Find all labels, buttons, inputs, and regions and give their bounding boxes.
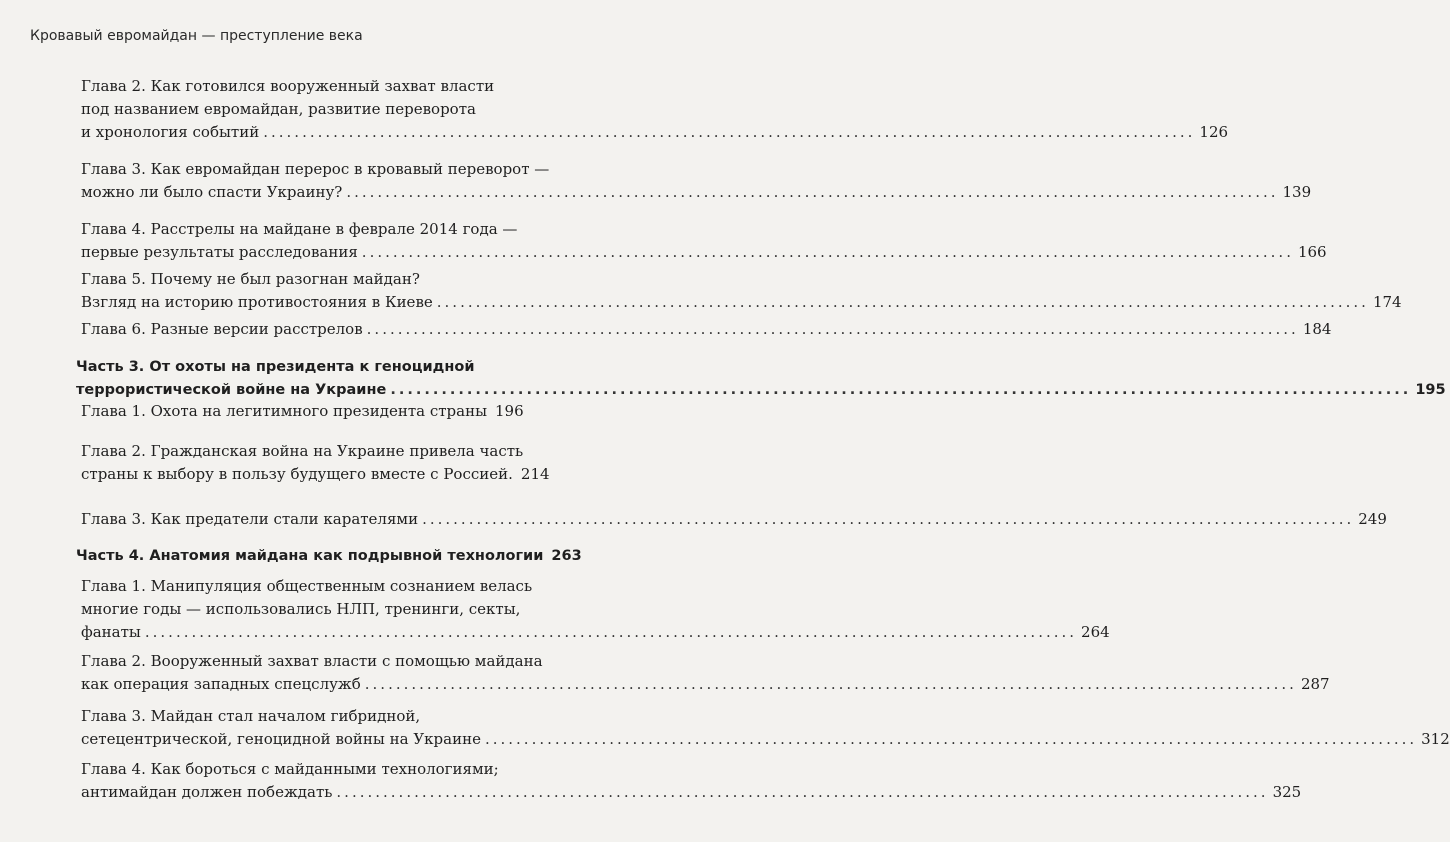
entry-title-line: Глава 6. Разные версии расстрелов — [81, 320, 363, 338]
leader-dots: ........................................................................................................................ — [484, 730, 1418, 748]
page-number: 214 — [520, 465, 550, 483]
leader-dots: ........................................................................................................................ — [144, 623, 1078, 641]
entry-last-line — [81, 318, 1332, 341]
entry-title-line: Глава 2. Как готовился вооруженный захват власти — [81, 77, 495, 95]
entry-last-line — [81, 508, 1387, 531]
page-number: 263 — [551, 548, 582, 564]
toc-chapter-entry — [81, 508, 1387, 531]
page-number: 195 — [1415, 382, 1446, 398]
entry-title-line: под названием евромайдан, развитие переворота — [81, 100, 476, 118]
page-number: 184 — [1302, 320, 1332, 338]
leader-dots: ........................................................................................................................ — [436, 293, 1369, 311]
entry-last-line — [81, 621, 1110, 644]
entry-title-line: Глава 4. Расстрелы на майдане в феврале 2014 года — — [81, 220, 518, 238]
toc-part-entry — [76, 545, 582, 568]
entry-last-line — [81, 728, 1450, 751]
entry-title-line: Глава 1. Охота на легитимного президента страны — [81, 402, 488, 420]
entry-last-line — [81, 400, 523, 423]
entry-title-line: Глава 3. Как евромайдан перерос в кровавый переворот — — [81, 160, 550, 178]
toc-chapter-entry — [81, 318, 1332, 341]
leader-dots: ........................................................................................................................ — [361, 243, 1294, 261]
page-number: 249 — [1358, 510, 1387, 528]
leader-dots: ........................................................................................................................ — [336, 783, 1269, 801]
page-number: 287 — [1300, 675, 1330, 693]
entry-title-line: Глава 5. Почему не был разогнан майдан? — [81, 270, 420, 288]
entry-title-line: фанаты — [81, 623, 141, 641]
entry-title-line: Часть 3. От охоты на президента к геноцидной — [76, 359, 475, 375]
entry-title-line: можно ли было спасти Украину? — [81, 183, 343, 201]
toc-part-entry — [76, 356, 1446, 402]
entry-title-line: как операция западных спецслужб — [81, 675, 361, 693]
page-number: 325 — [1272, 783, 1302, 801]
entry-title-line: террористической войне на Украине — [76, 382, 387, 398]
entry-title-line: Часть 4. Анатомия майдана как подрывной технологии — [76, 548, 544, 564]
toc-chapter-entry — [81, 575, 1110, 644]
leader-dots: ........................................................................................................................ — [364, 675, 1297, 693]
entry-title-line: Глава 2. Гражданская война на Украине привела часть — [81, 442, 524, 460]
toc-chapter-entry — [81, 758, 1302, 804]
entry-title-line: Глава 4. Как бороться с майданными технологиями; — [81, 760, 499, 778]
entry-title-line: многие годы — использовались НЛП, тренинги, секты, — [81, 600, 521, 618]
leader-dots: ........................................................................................................................ — [422, 510, 1355, 528]
entry-title-line: Глава 3. Как предатели стали карателями — [81, 510, 419, 528]
page-number: 126 — [1199, 123, 1229, 141]
entry-last-line — [81, 673, 1330, 696]
entry-title-line: сетецентрической, геноцидной войны на Украине — [81, 730, 481, 748]
entry-last-line — [76, 545, 582, 568]
entry-last-line — [81, 463, 550, 486]
toc-chapter-entry — [81, 158, 1312, 204]
running-title: Кровавый евромайдан — преступление века — [30, 28, 363, 44]
entry-title-line: Глава 2. Вооруженный захват власти с помощью майдана — [81, 652, 543, 670]
toc-chapter-entry — [81, 440, 550, 486]
toc-chapter-entry — [81, 705, 1450, 751]
page-number: 312 — [1421, 730, 1450, 748]
entry-last-line — [76, 379, 1446, 402]
entry-last-line — [81, 291, 1402, 314]
toc-chapter-entry — [81, 75, 1229, 144]
leader-dots: ........................................................................................................................ — [390, 382, 1412, 398]
toc-chapter-entry — [81, 268, 1402, 314]
entry-last-line — [81, 181, 1312, 204]
entry-last-line — [81, 781, 1302, 804]
page-number: 174 — [1372, 293, 1402, 311]
entry-title-line: Взгляд на историю противостояния в Киеве — [81, 293, 433, 311]
entry-title-line: первые результаты расследования — [81, 243, 358, 261]
page-number: 139 — [1282, 183, 1312, 201]
page-number: 196 — [495, 402, 524, 420]
entry-title-line: и хронология событий — [81, 123, 260, 141]
toc-chapter-entry — [81, 650, 1330, 696]
toc-chapter-entry — [81, 400, 523, 423]
entry-last-line — [81, 121, 1229, 144]
leader-dots: ........................................................................................................................ — [366, 320, 1299, 338]
entry-title-line: антимайдан должен побеждать — [81, 783, 333, 801]
leader-dots: ........................................................................................................................ — [346, 183, 1279, 201]
page-number: 264 — [1081, 623, 1110, 641]
entry-title-line: Глава 1. Манипуляция общественным сознанием велась — [81, 577, 533, 595]
entry-last-line — [81, 241, 1327, 264]
entry-title-line: страны к выбору в пользу будущего вместе с Россией. — [81, 465, 513, 483]
entry-title-line: Глава 3. Майдан стал началом гибридной, — [81, 707, 421, 725]
page-number: 166 — [1297, 243, 1327, 261]
toc-chapter-entry — [81, 218, 1327, 264]
leader-dots: ........................................................................................................................ — [263, 123, 1196, 141]
